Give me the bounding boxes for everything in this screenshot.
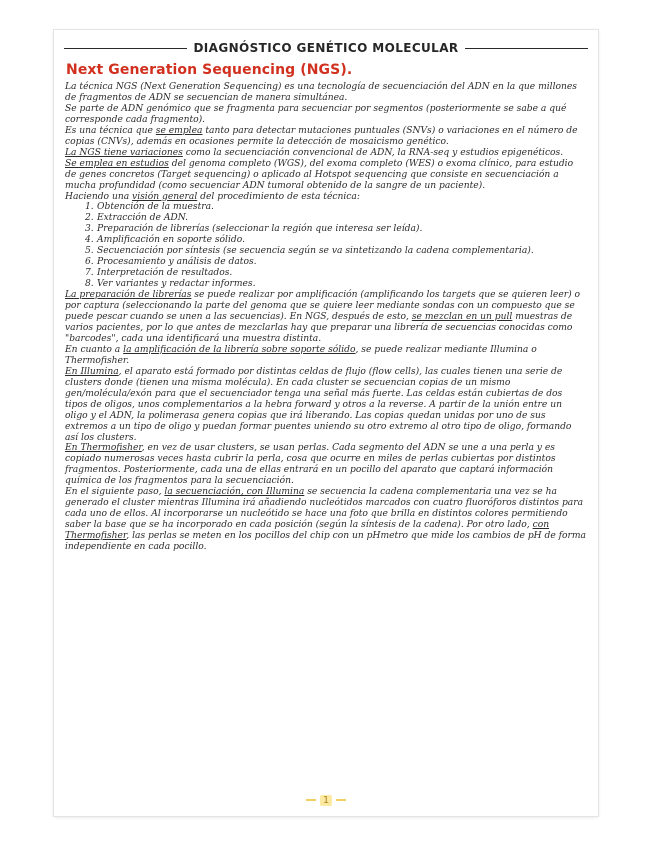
step-text: Procesamiento y análisis de datos. (97, 257, 257, 268)
step-number: 3. (85, 224, 94, 235)
text-span: se secuencia la cadena complementaria una vez se ha generado el cluster mientras Illumina irá añadiendo nucleótidos marcados con cuatro fluoróforos distintos para cada uno de ellos. Al incorporarse un nucleótido se hace una foto que brilla en distintos colores permitiendo saber la base que se ha incorporado en cada posición (según la síntesis de la cadena). Por otro lado, (65, 487, 584, 531)
intro-paragraph-3 (65, 126, 586, 148)
step-text: Extracción de ADN. (97, 213, 189, 224)
list-item (85, 224, 586, 235)
underlined-text: la secuenciación, con Illumina (164, 487, 305, 498)
page-number: 1 (320, 795, 332, 806)
list-item (85, 257, 586, 268)
underlined-text: En Illumina (65, 366, 119, 377)
step-number: 6. (85, 257, 94, 268)
section-title: Next Generation Sequencing (NGS). (66, 62, 353, 78)
intro-paragraph-6 (65, 192, 586, 203)
page-footer (54, 795, 598, 806)
list-item (85, 279, 586, 290)
header-rule-left (64, 48, 187, 49)
thermofisher-paragraph (65, 443, 586, 487)
text-span: En cuanto a (65, 344, 121, 355)
text-span: se puede realizar por amplificación (amplificando los targets que se quieren leer) o por captura (seleccionando la parte del genoma que se quiere leer mediante sondas con un compuesto que se puede pescar cuando se unen a las secuencias). En NGS, después de esto, (65, 290, 581, 323)
underlined-text: La preparación de librerías (65, 290, 192, 301)
intro-paragraph-2: Se parte de ADN genómico que se fragmenta para secuenciar por segmentos (posteriormente se sabe a qué corresponde cada fragmento). (65, 103, 567, 125)
step-number: 5. (85, 246, 94, 257)
underlined-text: la amplificación de la librería sobre soporte sólido (123, 344, 356, 355)
step-number: 1. (85, 202, 94, 213)
underlined-text: se emplea (155, 125, 203, 136)
list-item (85, 235, 586, 246)
text-span: Es una técnica que (65, 125, 153, 136)
step-text: Amplificación en soporte sólido. (97, 235, 245, 246)
underlined-text: visión general (132, 191, 198, 202)
underlined-text: con Thermofisher (65, 520, 550, 542)
step-number: 2. (85, 213, 94, 224)
step-text: Secuenciación por síntesis (se secuencia según se va sintetizando la cadena complementaria). (97, 246, 534, 257)
list-item (85, 268, 586, 279)
libraries-paragraph (65, 290, 586, 345)
underlined-text: La NGS tiene variaciones (65, 147, 183, 158)
text-span: del procedimiento de esta técnica: (200, 191, 360, 202)
text-span: En el siguiente paso, (65, 487, 162, 498)
text-span: tanto para detectar mutaciones puntuales (SNVs) o variaciones en el número de copias (CNVs), además en ocasiones permite la detección de mosaicismo genético. (65, 125, 578, 147)
step-number: 7. (85, 268, 94, 279)
document-header (64, 38, 588, 58)
intro-paragraph-4 (65, 148, 586, 159)
step-number: 8. (85, 279, 94, 290)
text-span: como la secuenciación convencional de ADN, la RNA-seq y estudios epigenéticos. (185, 147, 564, 158)
text-span: , las perlas se meten en los pocillos del chip con un pHmetro que mide los cambios de pH de forma independiente en cada pocillo. (65, 531, 586, 553)
underlined-text: Se emplea en estudios (65, 158, 169, 169)
intro-paragraph-1: La técnica NGS (Next Generation Sequencing) es una tecnología de secuenciación del ADN en la que millones de fragmentos de ADN se secuencian de manera simultánea. (65, 82, 577, 103)
underlined-text: En Thermofisher (65, 443, 142, 454)
text-span: del genoma completo (WGS), del exoma completo (WES) o exoma clínico, para estudio de genes concretos (Target sequencing) o aplicado al Hotspot sequencing que consiste en secuenciación a mucha profundidad (como secuenciar ADN tumoral obtenido de la sangre de un paciente). (65, 158, 574, 191)
document-page (54, 30, 598, 816)
step-number: 4. (85, 235, 94, 246)
text-span: , el aparato está formado por distintas celdas de flujo (flow cells), las cuales tienen una serie de clusters donde (tienen una misma molécula). En cada cluster se secuencian copias de un mismo gen/molécula/exón para que el secuenciador tenga una señal más fuerte. Las celdas están cubiertas de dos tipos de oligos, unos complementarios a la hebra forward y otros a la reverse. A partir de la unión entre un oligo y el ADN, la polimerasa genera copias que irá liberando. Las copias quedan unidas por uno de sus extremos a un tipo de oligo y puedan formar puentes uniendo su otro extremo al otro tipo de oligo, formando así los clusters. (65, 366, 572, 443)
list-item (85, 246, 586, 257)
footer-dash-left (306, 799, 316, 801)
procedure-steps-list (65, 202, 586, 290)
document-title: DIAGNÓSTICO GENÉTICO MOLECULAR (193, 41, 459, 55)
illumina-paragraph (65, 367, 586, 444)
text-span: muestras de varios pacientes, por lo que antes de mezclarlas hay que preparar una librería de secuencias conocidas como "barcodes", cada una identificará una muestra distinta. (65, 312, 573, 344)
step-text: Preparación de librerías (seleccionar la región que interesa ser leída). (97, 224, 423, 235)
text-span: Haciendo una (65, 191, 130, 202)
header-rule-right (465, 48, 588, 49)
intro-paragraph-5 (65, 159, 586, 192)
underlined-text: se mezclan en un pull (411, 312, 513, 323)
document-body (65, 82, 586, 553)
step-text: Ver variantes y redactar informes. (97, 279, 256, 290)
step-text: Interpretación de resultados. (97, 268, 233, 279)
sequencing-paragraph (65, 487, 586, 553)
text-span: , se puede realizar mediante Illumina o Thermofisher. (65, 344, 537, 366)
footer-dash-right (336, 799, 346, 801)
list-item (85, 202, 586, 213)
amplification-paragraph (65, 345, 586, 367)
list-item (85, 213, 586, 224)
step-text: Obtención de la muestra. (97, 202, 214, 213)
text-span: , en vez de usar clusters, se usan perlas. Cada segmento del ADN se une a una perla y es copiado numerosas veces hasta cubrir la perla, cosa que ocurre en miles de perlas cubiertas por distintos fragmentos. Posteriormente, cada una de ellas entrará en un pocillo del aparato que captará información química de los fragmentos para la secuenciación. (65, 443, 556, 487)
